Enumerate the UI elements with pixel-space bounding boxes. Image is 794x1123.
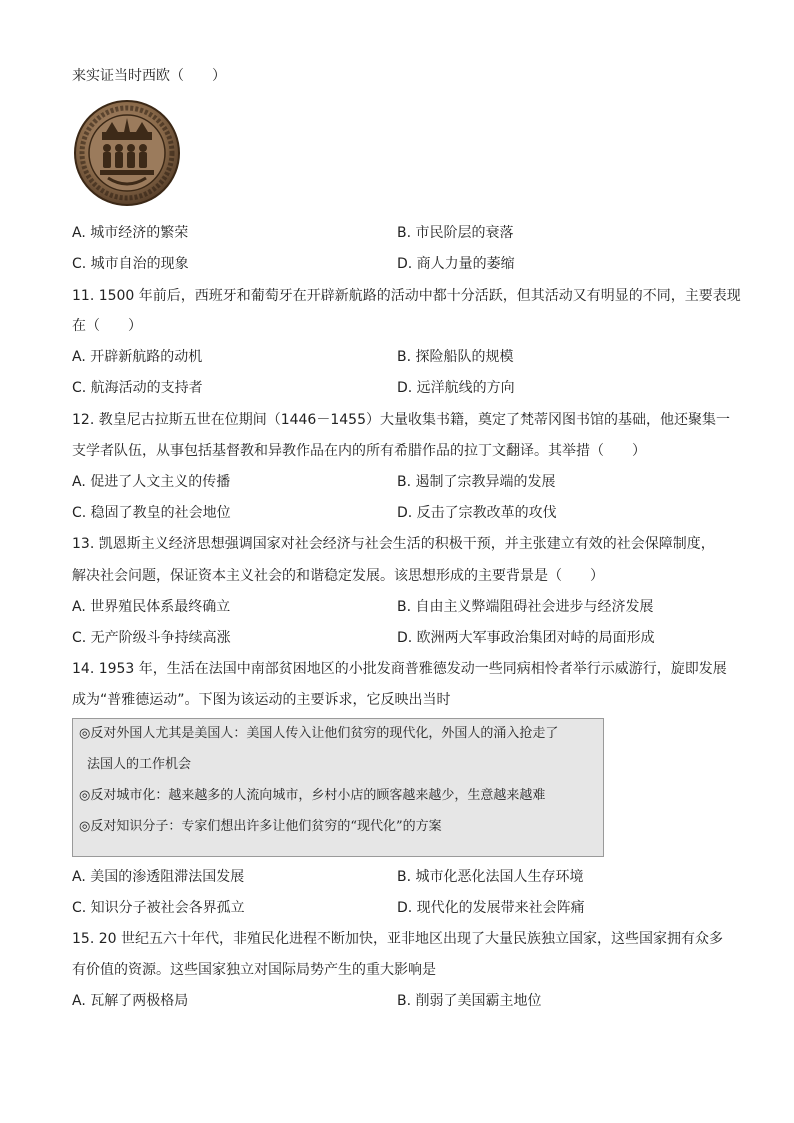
q13-option-a[interactable]: A. 世界殖民体系最终确立 (72, 599, 231, 615)
q15-option-a[interactable]: A. 瓦解了两极格局 (72, 993, 189, 1009)
q13-option-c[interactable]: C. 无产阶级斗争持续高涨 (72, 630, 231, 646)
q13-option-b[interactable]: B. 自由主义弊端阻碍社会进步与经济发展 (397, 599, 654, 615)
q13-stem-line-1: 13. 凯恩斯主义经济思想强调国家对社会经济与社会生活的积极干预，并主张建立有效的社会保障制度， (72, 536, 715, 552)
q11-stem-line-1: 11. 1500 年前后，西班牙和葡萄牙在开辟新航路的活动中都十分活跃，但其活动又有明显的不同，主要表现 (72, 288, 741, 304)
q14-demand-1-cont: 法国人的工作机会 (87, 757, 192, 772)
q11-option-c[interactable]: C. 航海活动的支持者 (72, 380, 203, 396)
q12-option-b[interactable]: B. 遏制了宗教异端的发展 (397, 474, 556, 490)
q10-option-a[interactable]: A. 城市经济的繁荣 (72, 225, 189, 241)
q12-option-c[interactable]: C. 稳固了教皇的社会地位 (72, 505, 231, 521)
q15-stem-line-2: 有价值的资源。这些国家独立对国际局势产生的重大影响是 (72, 962, 436, 978)
q14-stem-line-1: 14. 1953 年，生活在法国中南部贫困地区的小批发商普雅德发动一些同病相怜者举行示威游行，旋即发展 (72, 661, 727, 677)
q10-option-c[interactable]: C. 城市自治的现象 (72, 256, 189, 272)
q12-stem-line-2: 支学者队伍，从事包括基督教和异教作品在内的所有希腊作品的拉丁文翻译。其举措（ ） (72, 443, 646, 459)
q11-stem-line-2: 在（ ） (72, 318, 142, 334)
q14-stem-line-2: 成为“普雅德运动”。下图为该运动的主要诉求，它反映出当时 (72, 692, 451, 708)
medieval-seal-image (72, 98, 182, 208)
q13-option-d[interactable]: D. 欧洲两大军事政治集团对峙的局面形成 (397, 630, 655, 646)
q11-option-a[interactable]: A. 开辟新航路的动机 (72, 349, 203, 365)
q14-option-b[interactable]: B. 城市化恶化法国人生存环境 (397, 869, 584, 885)
q15-option-b[interactable]: B. 削弱了美国霸主地位 (397, 993, 542, 1009)
q10-option-b[interactable]: B. 市民阶层的衰落 (397, 225, 514, 241)
q12-stem-line-1: 12. 教皇尼古拉斯五世在位期间（1446－1455）大量收集书籍，奠定了梵蒂冈图书馆的基础，他还聚集一 (72, 412, 730, 428)
q15-stem-line-1: 15. 20 世纪五六十年代，非殖民化进程不断加快，亚非地区出现了大量民族独立国家，这些国家拥有众多 (72, 931, 723, 947)
q14-option-d[interactable]: D. 现代化的发展带来社会阵痛 (397, 900, 585, 916)
q14-demands-box (72, 718, 604, 857)
q10-stem: 来实证当时西欧（ ） (72, 68, 226, 84)
q14-demand-2: ◎反对城市化：越来越多的人流向城市，乡村小店的顾客越来越少，生意越来越难 (79, 788, 546, 803)
q10-option-d[interactable]: D. 商人力量的萎缩 (397, 256, 515, 272)
q14-demand-1: ◎反对外国人尤其是美国人：美国人传入让他们贫穷的现代化，外国人的涌入抢走了 (79, 726, 559, 741)
q11-option-d[interactable]: D. 远洋航线的方向 (397, 380, 515, 396)
q14-option-a[interactable]: A. 美国的渗透阻滞法国发展 (72, 869, 245, 885)
q11-option-b[interactable]: B. 探险船队的规模 (397, 349, 514, 365)
q14-demand-3: ◎反对知识分子：专家们想出许多让他们贫穷的“现代化”的方案 (79, 819, 442, 834)
q14-option-c[interactable]: C. 知识分子被社会各界孤立 (72, 900, 245, 916)
q12-option-a[interactable]: A. 促进了人文主义的传播 (72, 474, 231, 490)
q12-option-d[interactable]: D. 反击了宗教改革的攻伐 (397, 505, 557, 521)
q13-stem-line-2: 解决社会问题，保证资本主义社会的和谐稳定发展。该思想形成的主要背景是（ ） (72, 568, 604, 584)
